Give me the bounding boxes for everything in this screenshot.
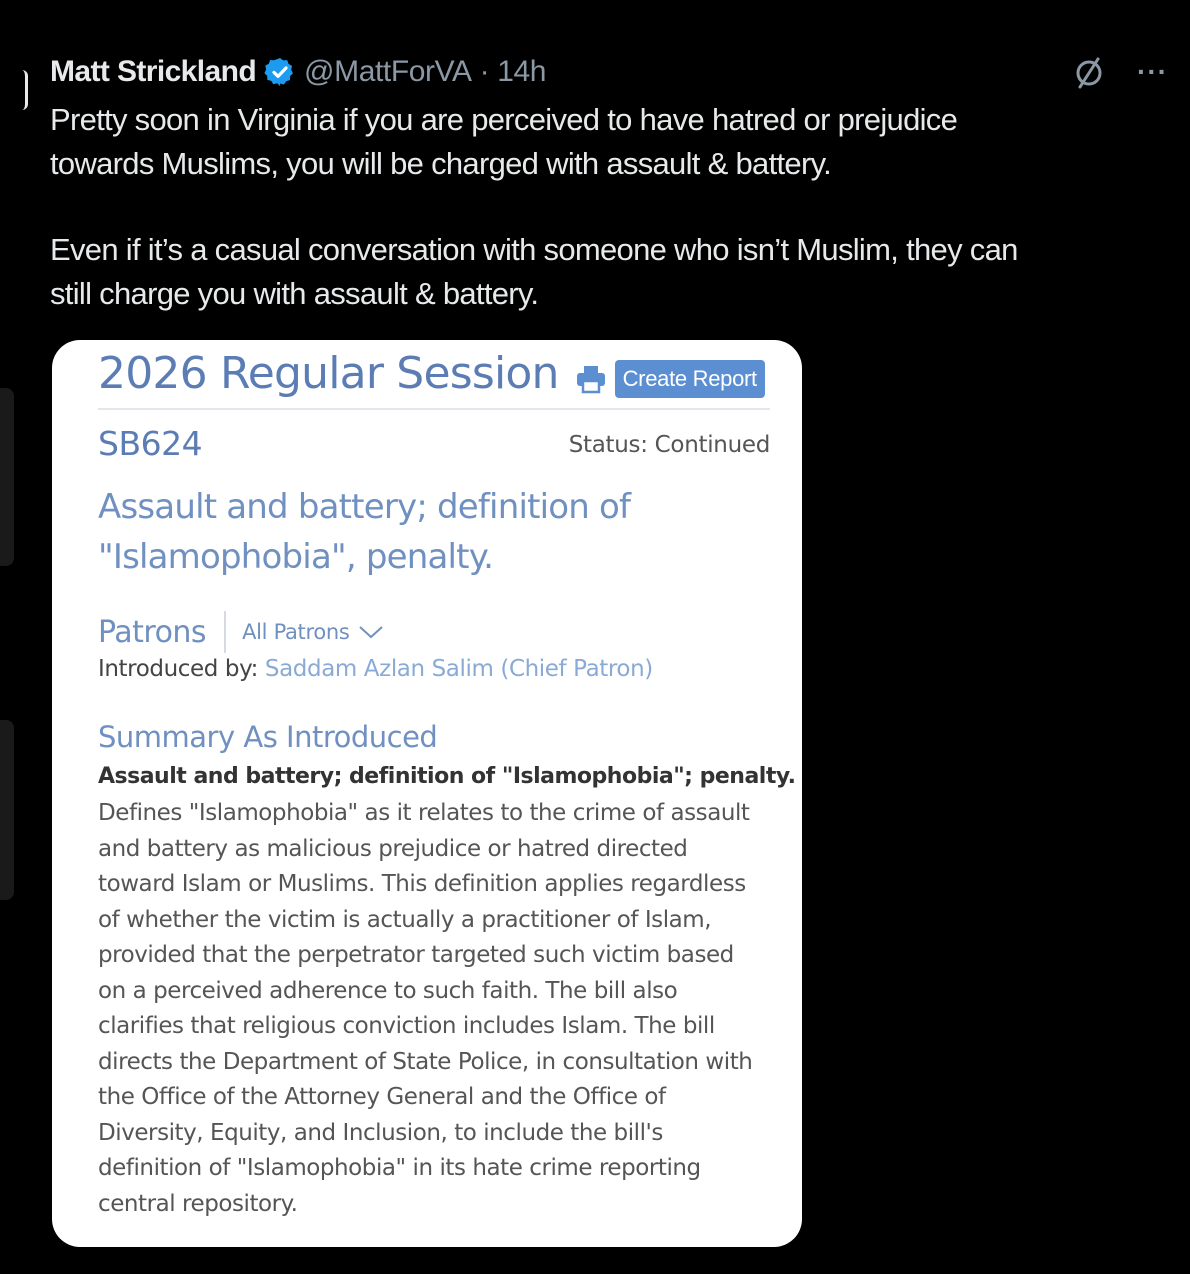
author-handle[interactable]: @MattForVA	[304, 55, 472, 88]
summary-body	[98, 796, 778, 1222]
bill-title-line: "Islamophobia", penalty.	[98, 537, 494, 577]
session-title: 2026 Regular Session	[98, 347, 559, 399]
back-arrow-edge[interactable]	[22, 70, 28, 110]
summary-line: and battery as malicious prejudice or hatred directed	[98, 835, 688, 862]
separator-dot: ·	[479, 55, 490, 88]
tweet-header	[50, 52, 546, 92]
summary-title: Assault and battery; definition of "Islamophobia"; penalty.	[98, 764, 796, 789]
bill-status: Status: Continued	[568, 432, 770, 458]
summary-heading: Summary As Introduced	[98, 720, 438, 754]
create-report-button[interactable]: Create Report	[615, 360, 765, 398]
patrons-separator	[224, 611, 226, 653]
all-patrons-dropdown[interactable]	[242, 620, 384, 644]
divider	[98, 408, 770, 410]
print-icon	[575, 364, 607, 394]
chief-patron-link[interactable]: Saddam Azlan Salim (Chief Patron)	[264, 656, 653, 682]
summary-line: Diversity, Equity, and Inclusion, to include the bill's	[98, 1119, 663, 1146]
patrons-label: Patrons	[98, 614, 207, 650]
bill-title-line: Assault and battery; definition of	[98, 487, 631, 527]
tweet-line: Even if it’s a casual conversation with someone who isn’t Muslim, they can	[50, 232, 1018, 267]
tweet-line: towards Muslims, you will be charged with assault & battery.	[50, 146, 831, 181]
bill-id: SB624	[98, 424, 203, 463]
summary-line: clarifies that religious conviction includes Islam. The bill	[98, 1013, 715, 1039]
introduced-by-label: Introduced by:	[98, 656, 258, 682]
summary-line: provided that the perpetrator targeted such victim based	[98, 942, 734, 968]
introduced-by	[98, 656, 653, 682]
bill-title	[98, 482, 738, 582]
session-row	[98, 340, 770, 406]
verified-icon	[264, 56, 296, 88]
author-name[interactable]: Matt Strickland	[50, 55, 257, 88]
summary-line: on a perceived adherence to such faith. The bill also	[98, 977, 678, 1004]
tweet-line: still charge you with assault & battery.	[50, 276, 539, 311]
summary-line: of whether the victim is actually a practitioner of Islam,	[98, 906, 712, 933]
summary-line: Defines "Islamophobia" as it relates to the crime of assault	[98, 800, 750, 826]
slash-circle-icon[interactable]	[1071, 54, 1107, 90]
summary-line: directs the Department of State Police, in consultation with	[98, 1048, 753, 1075]
summary-line: definition of "Islamophobia" in its hate crime reporting	[98, 1155, 701, 1181]
tweet-text	[50, 98, 1170, 316]
more-icon[interactable]: ···	[1137, 56, 1168, 87]
patrons-row	[98, 610, 384, 654]
summary-line: toward Islam or Muslims. This definition applies regardless	[98, 871, 746, 897]
left-edge-strip-1	[0, 388, 14, 566]
summary-line: the Office of the Attorney General and the Office of	[98, 1084, 666, 1110]
attached-image-card[interactable]	[52, 340, 802, 1247]
tweet-actions-top	[1071, 54, 1168, 90]
tweet-time[interactable]: 14h	[497, 55, 547, 88]
chevron-down-icon	[358, 624, 384, 640]
left-edge-strip-2	[0, 720, 14, 900]
all-patrons-label: All Patrons	[242, 620, 350, 644]
tweet-line: Pretty soon in Virginia if you are perceived to have hatred or prejudice	[50, 102, 958, 137]
summary-line: central repository.	[98, 1190, 298, 1217]
